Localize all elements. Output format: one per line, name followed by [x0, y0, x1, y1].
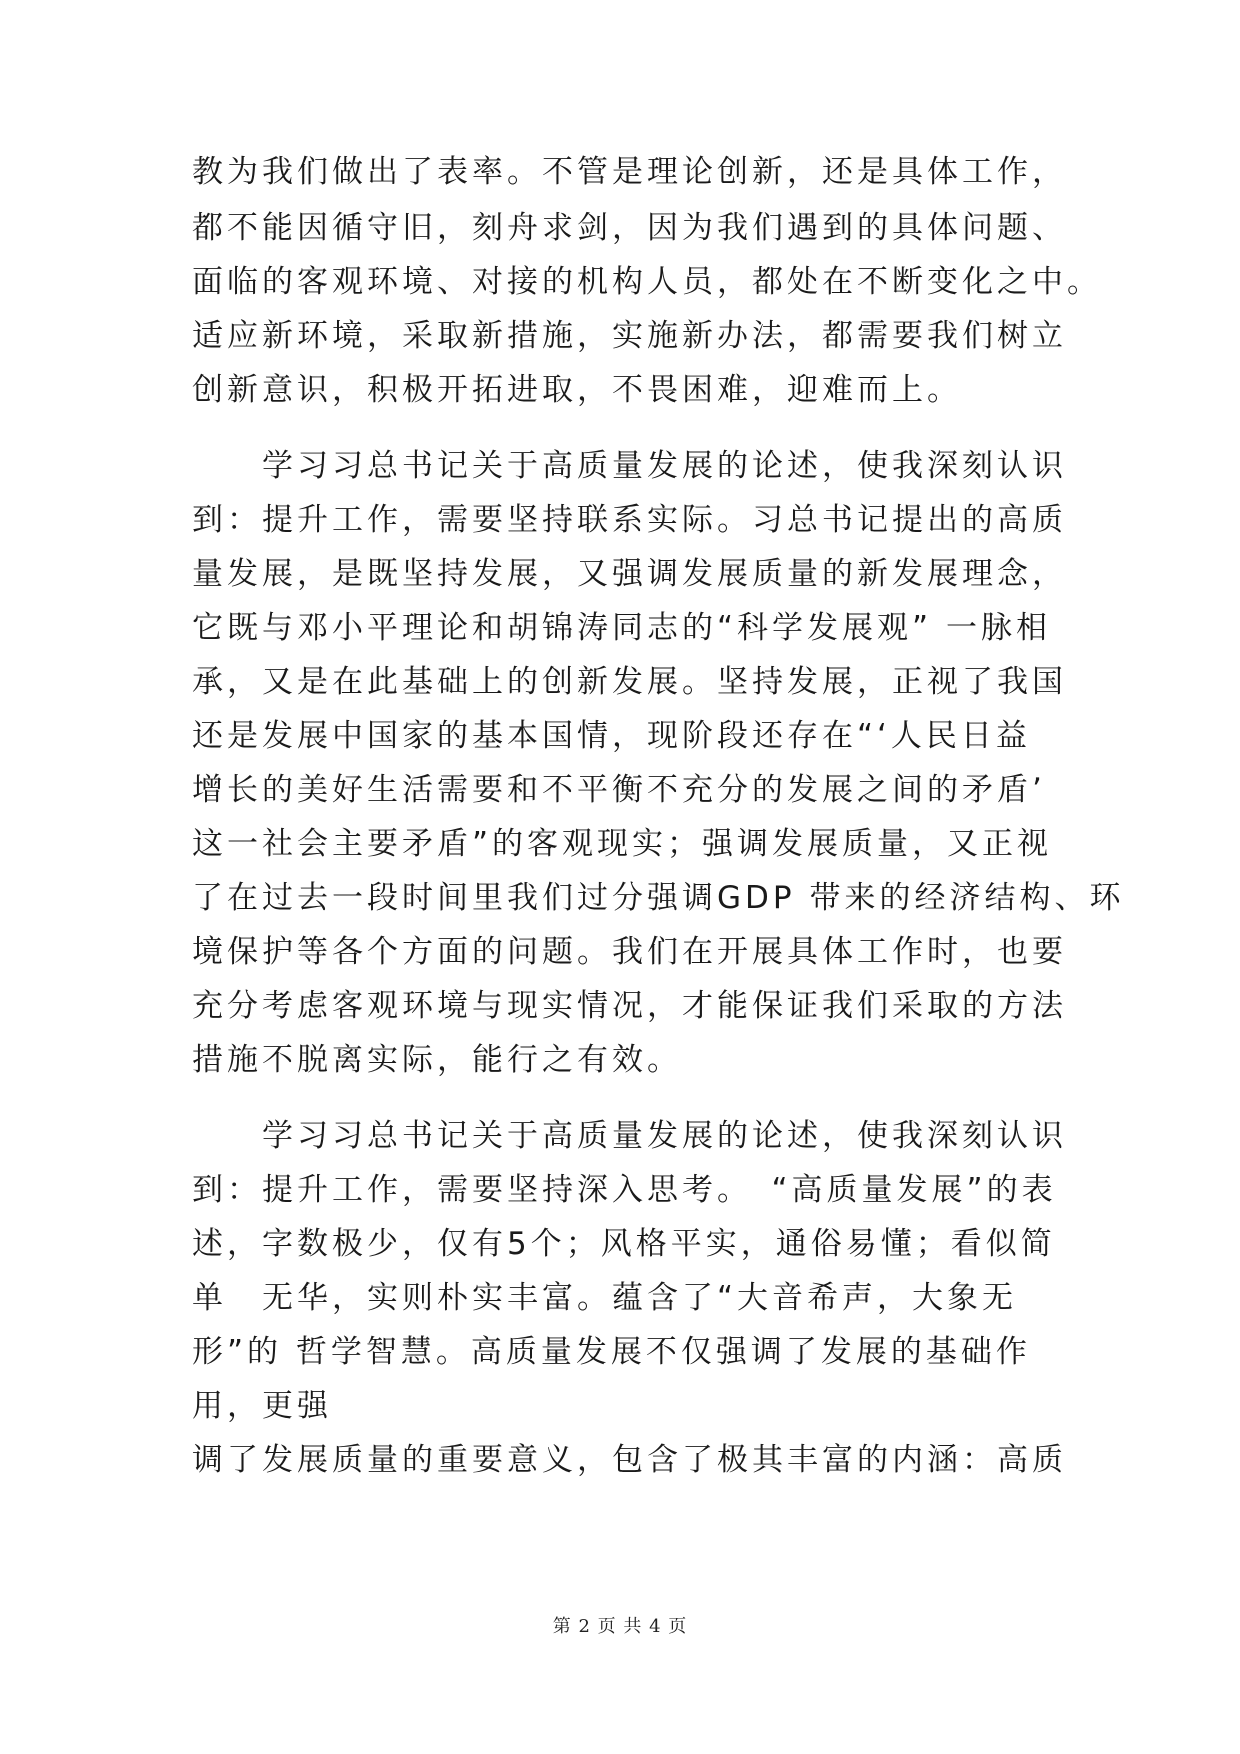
text-line: 述，字数极少，仅有5个；风格平实，通俗易懂；看似简: [192, 1226, 1056, 1262]
text-line: 它既与邓小平理论和胡锦涛同志的“科学发展观” 一脉相: [192, 610, 1051, 646]
text-line: 充分考虑客观环境与现实情况，才能保证我们采取的方法: [192, 988, 1067, 1024]
text-line: 适应新环境，采取新措施，实施新办法，都需要我们树立: [192, 318, 1067, 354]
text-line: 面临的客观环境、对接的机构人员，都处在不断变化之中。: [192, 264, 1102, 300]
text-line: 到：提升工作，需要坚持联系实际。习总书记提出的高质: [192, 502, 1067, 538]
text-line: 调了发展质量的重要意义，包含了极其丰富的内涵：高质: [192, 1442, 1067, 1478]
text-line: 到：提升工作，需要坚持深入思考。 “高质量发展”的表: [192, 1172, 1057, 1208]
text-line: 承，又是在此基础上的创新发展。坚持发展，正视了我国: [192, 664, 1067, 700]
text-line: 学习习总书记关于高质量发展的论述，使我深刻认识: [192, 1118, 1067, 1154]
text-line: 还是发展中国家的基本国情，现阶段还存在“‘人民日益: [192, 718, 1031, 754]
page-number-footer: 第 2 页 共 4 页: [552, 1616, 688, 1637]
text-line: 用，更强: [192, 1388, 332, 1424]
text-line: 都不能因循守旧，刻舟求剑，因为我们遇到的具体问题、: [192, 210, 1067, 246]
text-line: 增长的美好生活需要和不平衡不充分的发展之间的矛盾’: [192, 772, 1046, 808]
text-line: 形”的 哲学智慧。高质量发展不仅强调了发展的基础作: [192, 1334, 1031, 1370]
text-line: 单 无华，实则朴实丰富。蕴含了“大音希声，大象无: [192, 1280, 1018, 1316]
text-line: 创新意识，积极开拓进取，不畏困难，迎难而上。: [192, 372, 962, 408]
text-line: 教为我们做出了表率。不管是理论创新，还是具体工作，: [192, 154, 1067, 190]
text-line: 境保护等各个方面的问题。我们在开展具体工作时，也要: [192, 934, 1067, 970]
text-line: 量发展，是既坚持发展，又强调发展质量的新发展理念，: [192, 556, 1067, 592]
text-line: 学习习总书记关于高质量发展的论述，使我深刻认识: [192, 448, 1067, 484]
text-line: 这一社会主要矛盾”的客观现实；强调发展质量，又正视: [192, 826, 1053, 862]
text-line: 措施不脱离实际，能行之有效。: [192, 1042, 682, 1078]
text-line: 了在过去一段时间里我们过分强调GDP 带来的经济结构、环: [192, 880, 1125, 916]
